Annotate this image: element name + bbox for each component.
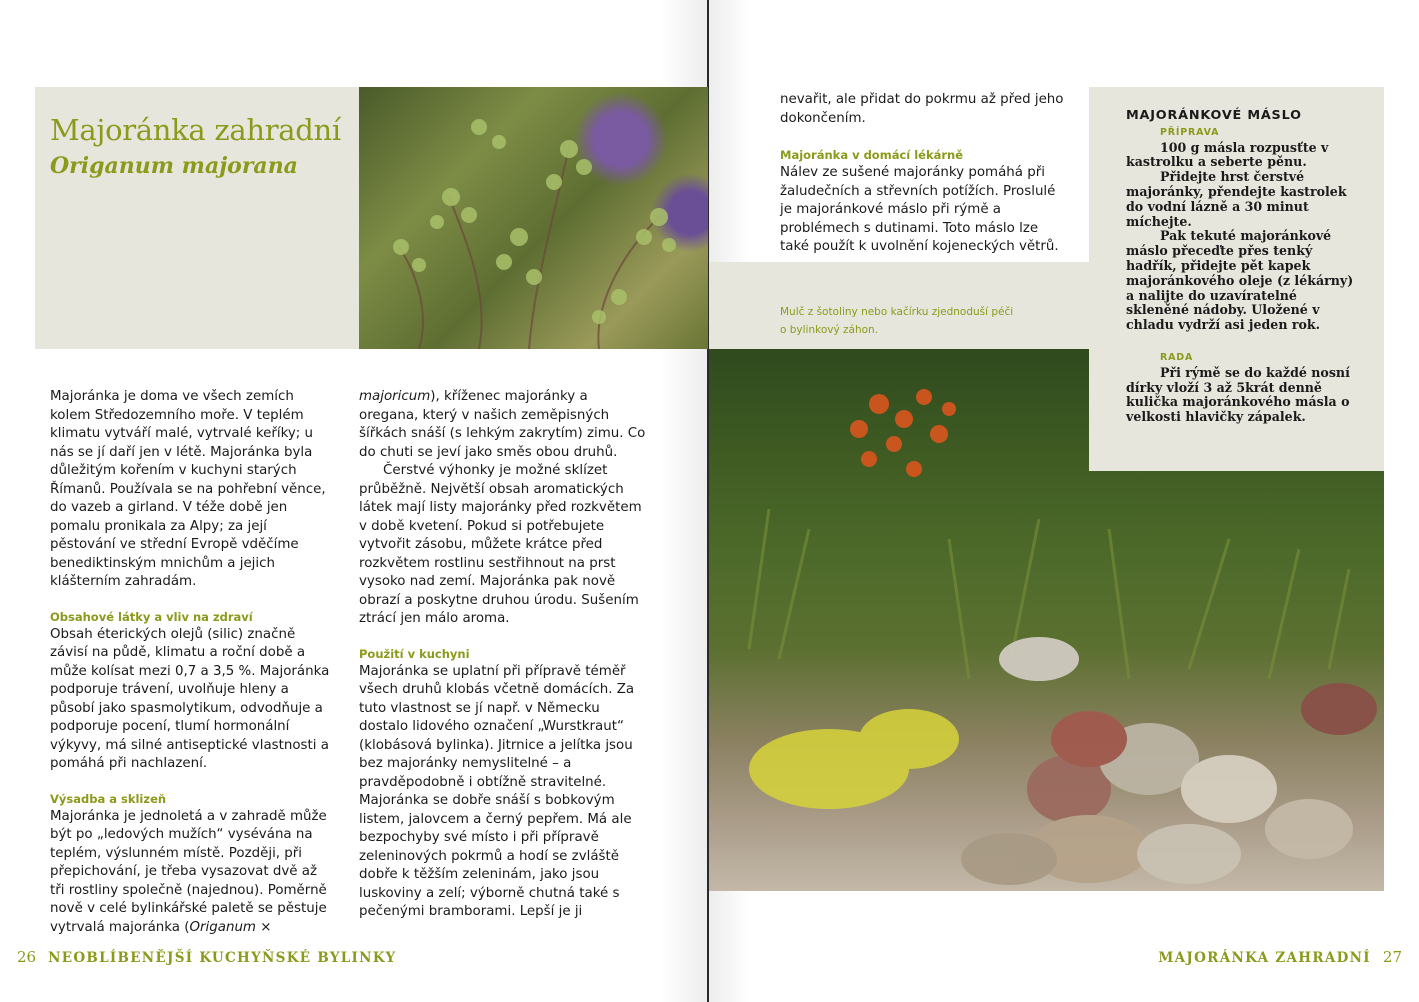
hybrid-paragraph [359, 388, 649, 462]
kitchen-paragraph: Majoránka se uplatní při přípravě téměř všech druhů klobás včetně domácích. Za tuto vlastnost se jí např. v Německu dostalo lidového označení „Wurstkraut“ (klobásová bylinka). Jitrnice a jelítka jsou bez majoránky nemyslitelné – a pravděpodobně i obtížně stravitelné. Majoránka se dobře snáší s bobkovým listem, jalovcem a černý pepřem. Má ale bezpochyby své místo i při přípravě zeleninových pokrmů a hodí se zvláště dobře k těžším zeleninám, jako jsou luskoviny a zelí; výborně chutná také s pečenými bramborami. Lepší je ji [359, 663, 635, 919]
continued-paragraph: nevařit, ale přidat do pokrmu až před jeho dokončením. [780, 92, 1064, 126]
marjoram-illustration [359, 87, 708, 349]
page-number-right: 27 [1382, 948, 1402, 966]
heading-health: Obsahové látky a vliv na zdraví [50, 609, 253, 624]
sowing-text-b: × [255, 919, 272, 935]
recipe-step-1: 100 g másla rozpusťte v kastrolku a seberte pěnu. [1126, 139, 1329, 170]
right-column [780, 91, 1070, 257]
page-number-left: 26 [17, 948, 37, 966]
page-title: Majoránka zahradní [50, 113, 341, 147]
sowing-paragraph [50, 808, 335, 938]
running-title-right: MAJORÁNKA ZAHRADNÍ [1158, 950, 1371, 966]
sowing-text-a: Majoránka je jednoletá a v zahradě může být po „ledových mužích“ vysévána na teplém, výslunném místě. Později, při přepichování, je třeba vysazovat dvě až tři rostliny společně (najednou). Poměrně nově v celé bylinkářské paletě se pěstuje vytrvalá majoránka ( [50, 808, 327, 935]
recipe-tip-text: Při rýmě se do každé nosní dírky vloží 3 až 5krát denně kulička majoránkového másla o velkosti hlavičky zápalek. [1126, 364, 1350, 425]
recipe-prep-label: PŘÍPRAVA [1160, 126, 1220, 138]
recipe-sidebar [1126, 109, 1358, 425]
latin-name: Origanum majorana [50, 153, 298, 179]
left-column-2 [359, 388, 649, 922]
recipe-tip-label: RADA [1160, 351, 1194, 363]
running-title-left: NEOBLÍBENĚJŠÍ KUCHYŇSKÉ BYLINKY [48, 950, 397, 966]
health-paragraph: Obsah éterických olejů (silic) značně závisí na půdě, klimatu a roční době a může kolísat mezi 0,7 a 3,5 %. Majoránka podporuje trávení, uvolňuje hleny a působí jako spasmolytikum, odvodňuje a podporuje pocení, tlumí hormonální výkyvy, má silné antiseptické vlastnosti a pomáhá při nachlazení. [50, 626, 330, 771]
intro-paragraph: Majoránka je doma ve všech zemích kolem Středozemního moře. V teplém klimatu vytváří malé, vytrvalé keříky; u nás se jí daří jen v létě. Majoránka byla důležitým kořením v kuchyni starých Římanů. Používala se na pohřební věnce, do vazeb a girland. V téže době jen pomalu pronikala za Alpy; za její pěstování ve střední Evropě vděčíme benediktinským mnichům a jejich klášterním zahradám. [50, 389, 326, 589]
footer-right [1158, 948, 1402, 966]
footer-left [17, 948, 396, 966]
recipe-step-3: Pak tekuté majoránkové máslo přeceďte přes tenký hadřík, přidejte pět kapek majoránkového oleje (z lékárny) a nalijte do uzavíratelné skleněné nádoby. Uložené v chladu vydrží asi jeden rok. [1126, 228, 1354, 333]
heading-kitchen: Použití v kuchyni [359, 646, 470, 661]
recipe-step-2: Přidejte hrst čerstvé majoránky, přendejte kastrolek do vodní lázně a 30 minut míchejte. [1126, 169, 1347, 229]
harvest-paragraph: Čerstvé výhonky je možné sklízet průběžně. Největší obsah aromatických látek mají listy majoránky před rozkvětem v době kvetení. Pokud si potřebujete vytvořit zásobu, můžete krátce před rozkvětem rostlinu sestřihnout na prst vysoko nad zemí. Majoránka pak nově obrazí a poskytne druhou úrodu. Sušením ztrácí jen málo aroma. [359, 463, 642, 626]
recipe-title: MAJORÁNKOVÉ MÁSLO [1126, 108, 1302, 123]
heading-pharmacy: Majoránka v domácí lékárně [780, 148, 964, 162]
sowing-italic: Origanum [189, 919, 256, 935]
heading-sowing: Výsadba a sklizeň [50, 791, 167, 806]
hybrid-text: ), kříženec majoránky a oregana, který v našich zeměpisných šířkách snáší (s lehkým zakrytím) zimu. Co do chuti se jeví jako směs obou druhů. [359, 389, 646, 460]
hybrid-italic: majoricum [359, 389, 431, 404]
pharmacy-paragraph: Nálev ze sušené majoránky pomáhá při žaludečních a střevních potížích. Proslulé je majoránkové máslo při rýmě a problémech s dutinami. Toto máslo lze také použít k uvolnění kojeneckých větrů. [780, 165, 1059, 254]
photo-caption: Mulč z šotoliny nebo kačírku zjednoduší péči o bylinkový záhon. [780, 306, 1014, 336]
left-column-1 [50, 388, 335, 937]
marjoram-photo [359, 87, 708, 349]
recipe-spacer [1126, 333, 1358, 351]
